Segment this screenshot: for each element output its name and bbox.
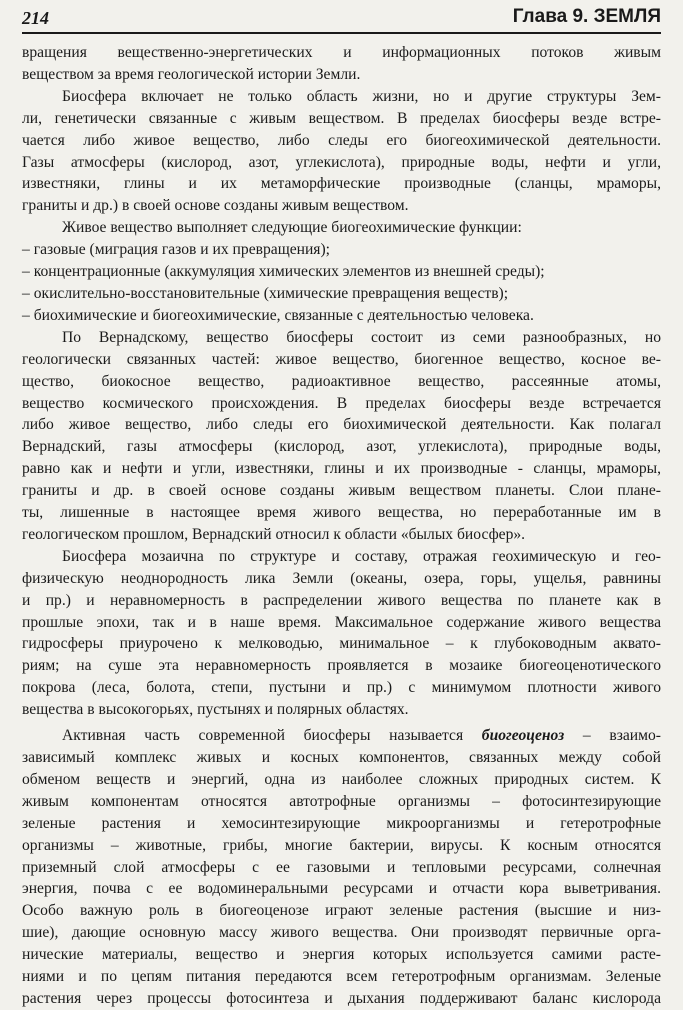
chapter-title: Глава 9. ЗЕМЛЯ	[512, 6, 661, 27]
text-line: Живое вещество выполняет следующие биогеохимические функции:	[62, 219, 522, 237]
text-line: геологическом прошлом, Вернадский относил к области «былых биосфер».	[22, 525, 526, 543]
text-line: Газы атмосферы (кислород, азот, углекислота), природные воды, нефти и угли,	[22, 153, 661, 171]
text-line: ли, генетически связанные с живым веществом. В пределах биосферы везде встре-	[22, 109, 661, 127]
page-number: 214	[22, 8, 49, 28]
text-line: нические материалы, вещество и энергия которых используется самими расте-	[22, 946, 661, 964]
text-line: известняки, глины и их метаморфические производные (сланцы, мраморы,	[22, 175, 661, 193]
text-line: граниты и др. в своей основе созданы живым веществом планеты. Слои плане-	[22, 482, 661, 500]
text-line: Вернадский, газы атмосферы (кислород, азот, углекислота), природные воды,	[22, 438, 661, 456]
text-line: геологически связанных частей: живое вещество, биогенное вещество, косное ве-	[22, 350, 661, 368]
text-line: равно как и нефти и угли, известняки, глины и их производные - сланцы, мраморы,	[22, 460, 661, 478]
text-segment: Активная часть современной биосферы называется	[62, 727, 464, 745]
text-line: шие), дающие основную массу живого вещества. Они производят первичные орга-	[22, 924, 661, 942]
text-line: покрова (леса, болота, степи, пустыни и пр.) с минимумом плотности живого	[22, 679, 661, 697]
text-line: приземный слой атмосферы с ее газовыми и тепловыми ресурсами, солнечная	[22, 858, 661, 876]
text-line: обменом веществ и энергий, одна из наиболее сложных природных систем. К	[22, 770, 661, 788]
text-line: чается либо живое вещество, либо следы его биогеохимической деятельности.	[22, 131, 661, 149]
list-item: – окислительно-восстановительные (химические превращения веществ);	[22, 284, 509, 302]
text-segment: – взаимо-	[564, 727, 661, 745]
body-text	[22, 42, 661, 1010]
list-item: – газовые (миграция газов и их превращения);	[22, 241, 331, 259]
text-line: прошлые эпохи, так и в наше время. Максимальное содержание живого вещества	[22, 613, 661, 631]
list-item: – концентрационные (аккумуляция химических элементов из внешней среды);	[22, 263, 545, 281]
text-line: организмы – животные, грибы, многие бактерии, вирусы. К косным относятся	[22, 836, 661, 854]
text-line: ниями и по цепям питания передаются всем гетеротрофным организмам. Зеленые	[22, 968, 661, 986]
text-line: риям; на суше эта неравномерность проявляется в мозаике биогеоценотического	[22, 657, 661, 675]
list-item: – биохимические и биогеохимические, связанные с деятельностью человека.	[22, 306, 534, 324]
key-term: биогеоценоз	[481, 727, 565, 745]
text-line: веществом за время геологической истории Земли.	[22, 65, 361, 83]
text-line: физическую неоднородность лика Земли (океаны, озера, горы, ущелья, равнины	[22, 569, 661, 587]
text-line: вращения вещественно-энергетических и информационных потоков живым	[22, 44, 661, 61]
text-line: вещества в высокогорьях, пустынях и полярных областях.	[22, 701, 409, 719]
text-line: вещество космического происхождения. В пределах биосферы везде встречается	[22, 394, 661, 412]
text-line: граниты и др.) в своей основе созданы живым веществом.	[22, 197, 409, 215]
text-line: либо живое вещество, либо следы его биохимической деятельности. Как полагал	[22, 416, 661, 434]
text-line: и пр.) и неравномерность в распределении живого вещества по планете как в	[22, 591, 661, 609]
text-line: Биосфера включает не только область жизни, но и другие структуры Зем-	[62, 87, 661, 105]
text-line: гидросферы приурочено к мелководью, минимальное – к глубоководным аквато-	[22, 635, 661, 653]
text-line: По Вернадскому, вещество биосферы состоит из семи разнообразных, но	[62, 328, 661, 346]
text-line: ты, лишенные в настоящее время живого вещества, но переработанные им в	[22, 504, 661, 522]
text-line: зеленые растения и хемосинтезирующие микроорганизмы и гетеротрофные	[22, 814, 661, 832]
text-line	[22, 725, 661, 747]
text-line: зависимый комплекс живых и косных компонентов, связанных между собой	[22, 749, 661, 766]
text-line: Биосфера мозаична по структуре и составу, отражая геохимическую и гео-	[62, 547, 661, 565]
text-line: щество, биокосное вещество, радиоактивное вещество, рассеянные атомы,	[22, 372, 661, 390]
text-line: энергия, почва с ее водоминеральными ресурсами и отчасти кора выветривания.	[22, 880, 661, 898]
text-line: Особо важную роль в биогеоценозе играют зеленые растения (высшие и низ-	[22, 902, 661, 920]
text-line: растения через процессы фотосинтеза и дыхания поддерживают баланс кислорода	[22, 989, 661, 1007]
text-line: живым компонентам относятся автотрофные организмы – фотосинтезирующие	[22, 792, 661, 810]
running-header	[22, 6, 661, 34]
